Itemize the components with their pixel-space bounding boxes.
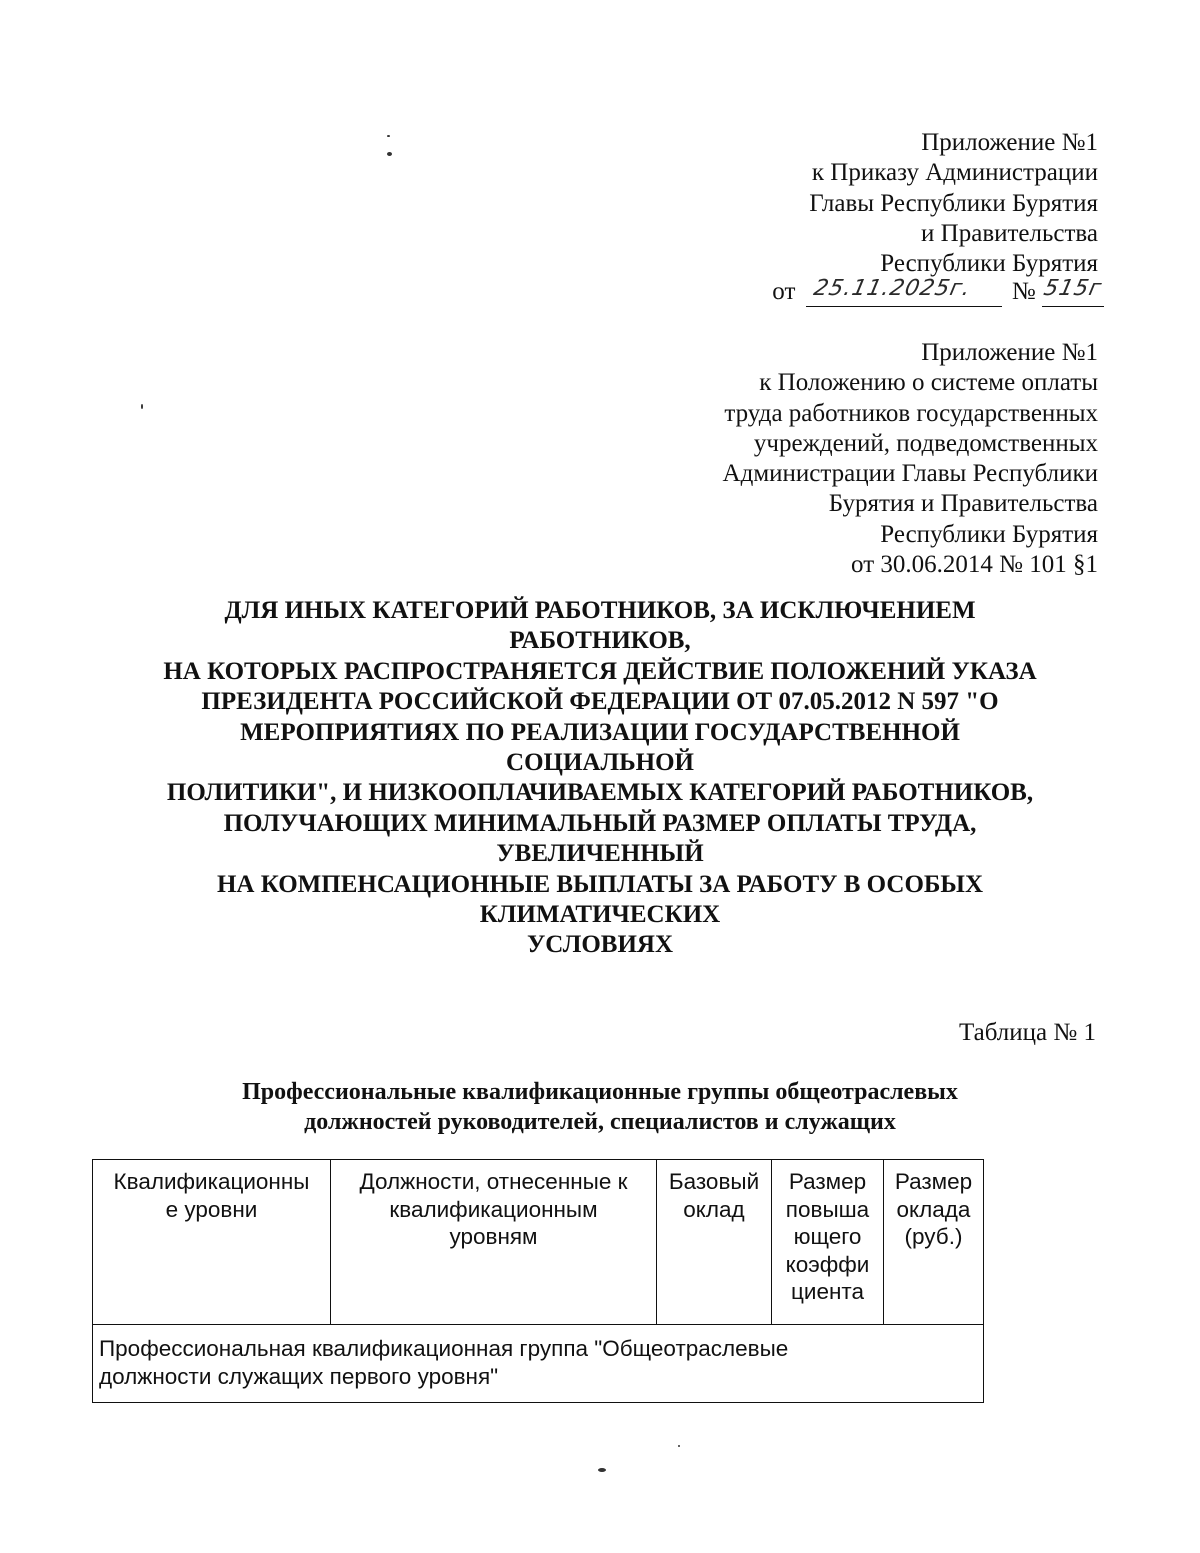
appendix-order-line: Приложение №1: [921, 129, 1098, 156]
header-text: оклад: [683, 1196, 745, 1222]
header-text: Размер: [894, 1169, 973, 1194]
number-blank: [1042, 276, 1104, 307]
appendix-regulation-line: Приложение №1: [921, 339, 1098, 366]
appendix-regulation-line: к Положению о системе оплаты: [759, 369, 1098, 397]
scan-speck: [141, 404, 143, 409]
group-row-cell: [93, 1325, 984, 1403]
scan-speck: [387, 152, 392, 156]
table-group-row: [93, 1325, 984, 1403]
order-date-number-line: [772, 276, 1104, 307]
scan-speck: [598, 1468, 606, 1472]
main-title-line: НА КОМПЕНСАЦИОННЫЕ ВЫПЛАТЫ ЗА РАБОТУ В ОСОБЫХ: [216, 870, 984, 898]
main-title-line: МЕРОПРИЯТИЯХ ПО РЕАЛИЗАЦИИ ГОСУДАРСТВЕННОЙ: [240, 718, 960, 746]
main-title-line: ДЛЯ ИНЫХ КАТЕГОРИЙ РАБОТНИКОВ, ЗА ИСКЛЮЧЕНИЕМ: [224, 597, 976, 624]
appendix-regulation-block: [723, 338, 1098, 580]
table-number: Таблица № 1: [958, 1019, 1096, 1046]
header-text: е уровни: [165, 1196, 258, 1222]
header-text: Должности, отнесенные к: [359, 1169, 628, 1194]
main-title-line: ПОЛУЧАЮЩИХ МИНИМАЛЬНЫЙ РАЗМЕР ОПЛАТЫ ТРУДА,: [223, 809, 977, 837]
main-title-line: ПРЕЗИДЕНТА РОССИЙСКОЙ ФЕДЕРАЦИИ ОТ 07.05.2012 N 597 "О: [201, 688, 999, 716]
handwritten-date: 25.11.2025г.: [811, 276, 973, 301]
header-positions: [331, 1160, 657, 1325]
appendix-order-line: к Приказу Администрации: [811, 159, 1098, 187]
header-salary-amount: [884, 1160, 984, 1325]
appendix-regulation-line: труда работников государственных: [724, 399, 1098, 427]
appendix-regulation-line: от 30.06.2014 № 101 §1: [851, 551, 1098, 579]
table-header-row: [93, 1160, 984, 1325]
table-title-line: Профессиональные квалификационные группы общеотраслевых: [242, 1079, 958, 1105]
date-blank: [806, 276, 1002, 307]
header-text: повыша: [785, 1196, 870, 1222]
header-text: Квалификационны: [113, 1169, 310, 1194]
appendix-regulation-line: Администрации Главы Республики: [722, 460, 1098, 488]
appendix-regulation-line: Бурятия и Правительства: [828, 490, 1098, 518]
header-text: оклада: [896, 1196, 971, 1222]
header-coefficient: [772, 1160, 884, 1325]
header-text: Базовый: [668, 1169, 760, 1194]
date-prefix: от: [772, 278, 796, 305]
qualification-table: [92, 1159, 984, 1403]
group-row-text: должности служащих первого уровня": [99, 1363, 499, 1389]
appendix-regulation-line: учреждений, подведомственных: [753, 429, 1098, 457]
scan-speck: [387, 135, 390, 137]
header-text: (руб.): [904, 1224, 963, 1249]
header-text: циента: [791, 1279, 864, 1304]
main-title-line: КЛИМАТИЧЕСКИХ: [479, 901, 721, 929]
appendix-order-line: Главы Республики Бурятия: [809, 189, 1098, 217]
header-text: уровням: [449, 1224, 538, 1249]
group-row-text: Профессиональная квалификационная группа "Общеотраслевые: [99, 1336, 789, 1361]
header-text: квалификационным: [389, 1196, 598, 1222]
main-title-line: УВЕЛИЧЕННЫЙ: [496, 840, 704, 868]
scan-speck: [678, 1445, 680, 1447]
handwritten-number: 515г: [1041, 276, 1105, 301]
appendix-order-line: Республики Бурятия: [880, 250, 1098, 278]
main-title-line: НА КОТОРЫХ РАСПРОСТРАНЯЕТСЯ ДЕЙСТВИЕ ПОЛОЖЕНИЙ УКАЗА: [163, 657, 1037, 685]
main-title-line: СОЦИАЛЬНОЙ: [506, 749, 694, 777]
main-title-line: РАБОТНИКОВ,: [509, 627, 691, 655]
main-title: [80, 596, 1120, 961]
appendix-order-line: и Правительства: [921, 219, 1098, 247]
appendix-regulation-line: Республики Бурятия: [880, 520, 1098, 548]
main-title-line: ПОЛИТИКИ", И НИЗКООПЛАЧИВАЕМЫХ КАТЕГОРИЙ РАБОТНИКОВ,: [166, 779, 1034, 807]
header-qualification-levels: [93, 1160, 331, 1325]
appendix-order-block: [809, 128, 1098, 279]
header-text: ющего: [793, 1224, 862, 1249]
number-prefix: №: [1011, 278, 1036, 305]
main-title-line: УСЛОВИЯХ: [526, 931, 674, 959]
header-text: Размер: [788, 1169, 867, 1194]
table-title-line: должностей руководителей, специалистов и служащих: [304, 1109, 896, 1135]
table-title: [100, 1077, 1100, 1137]
header-base-salary: [657, 1160, 772, 1325]
header-text: коэффи: [785, 1251, 870, 1277]
